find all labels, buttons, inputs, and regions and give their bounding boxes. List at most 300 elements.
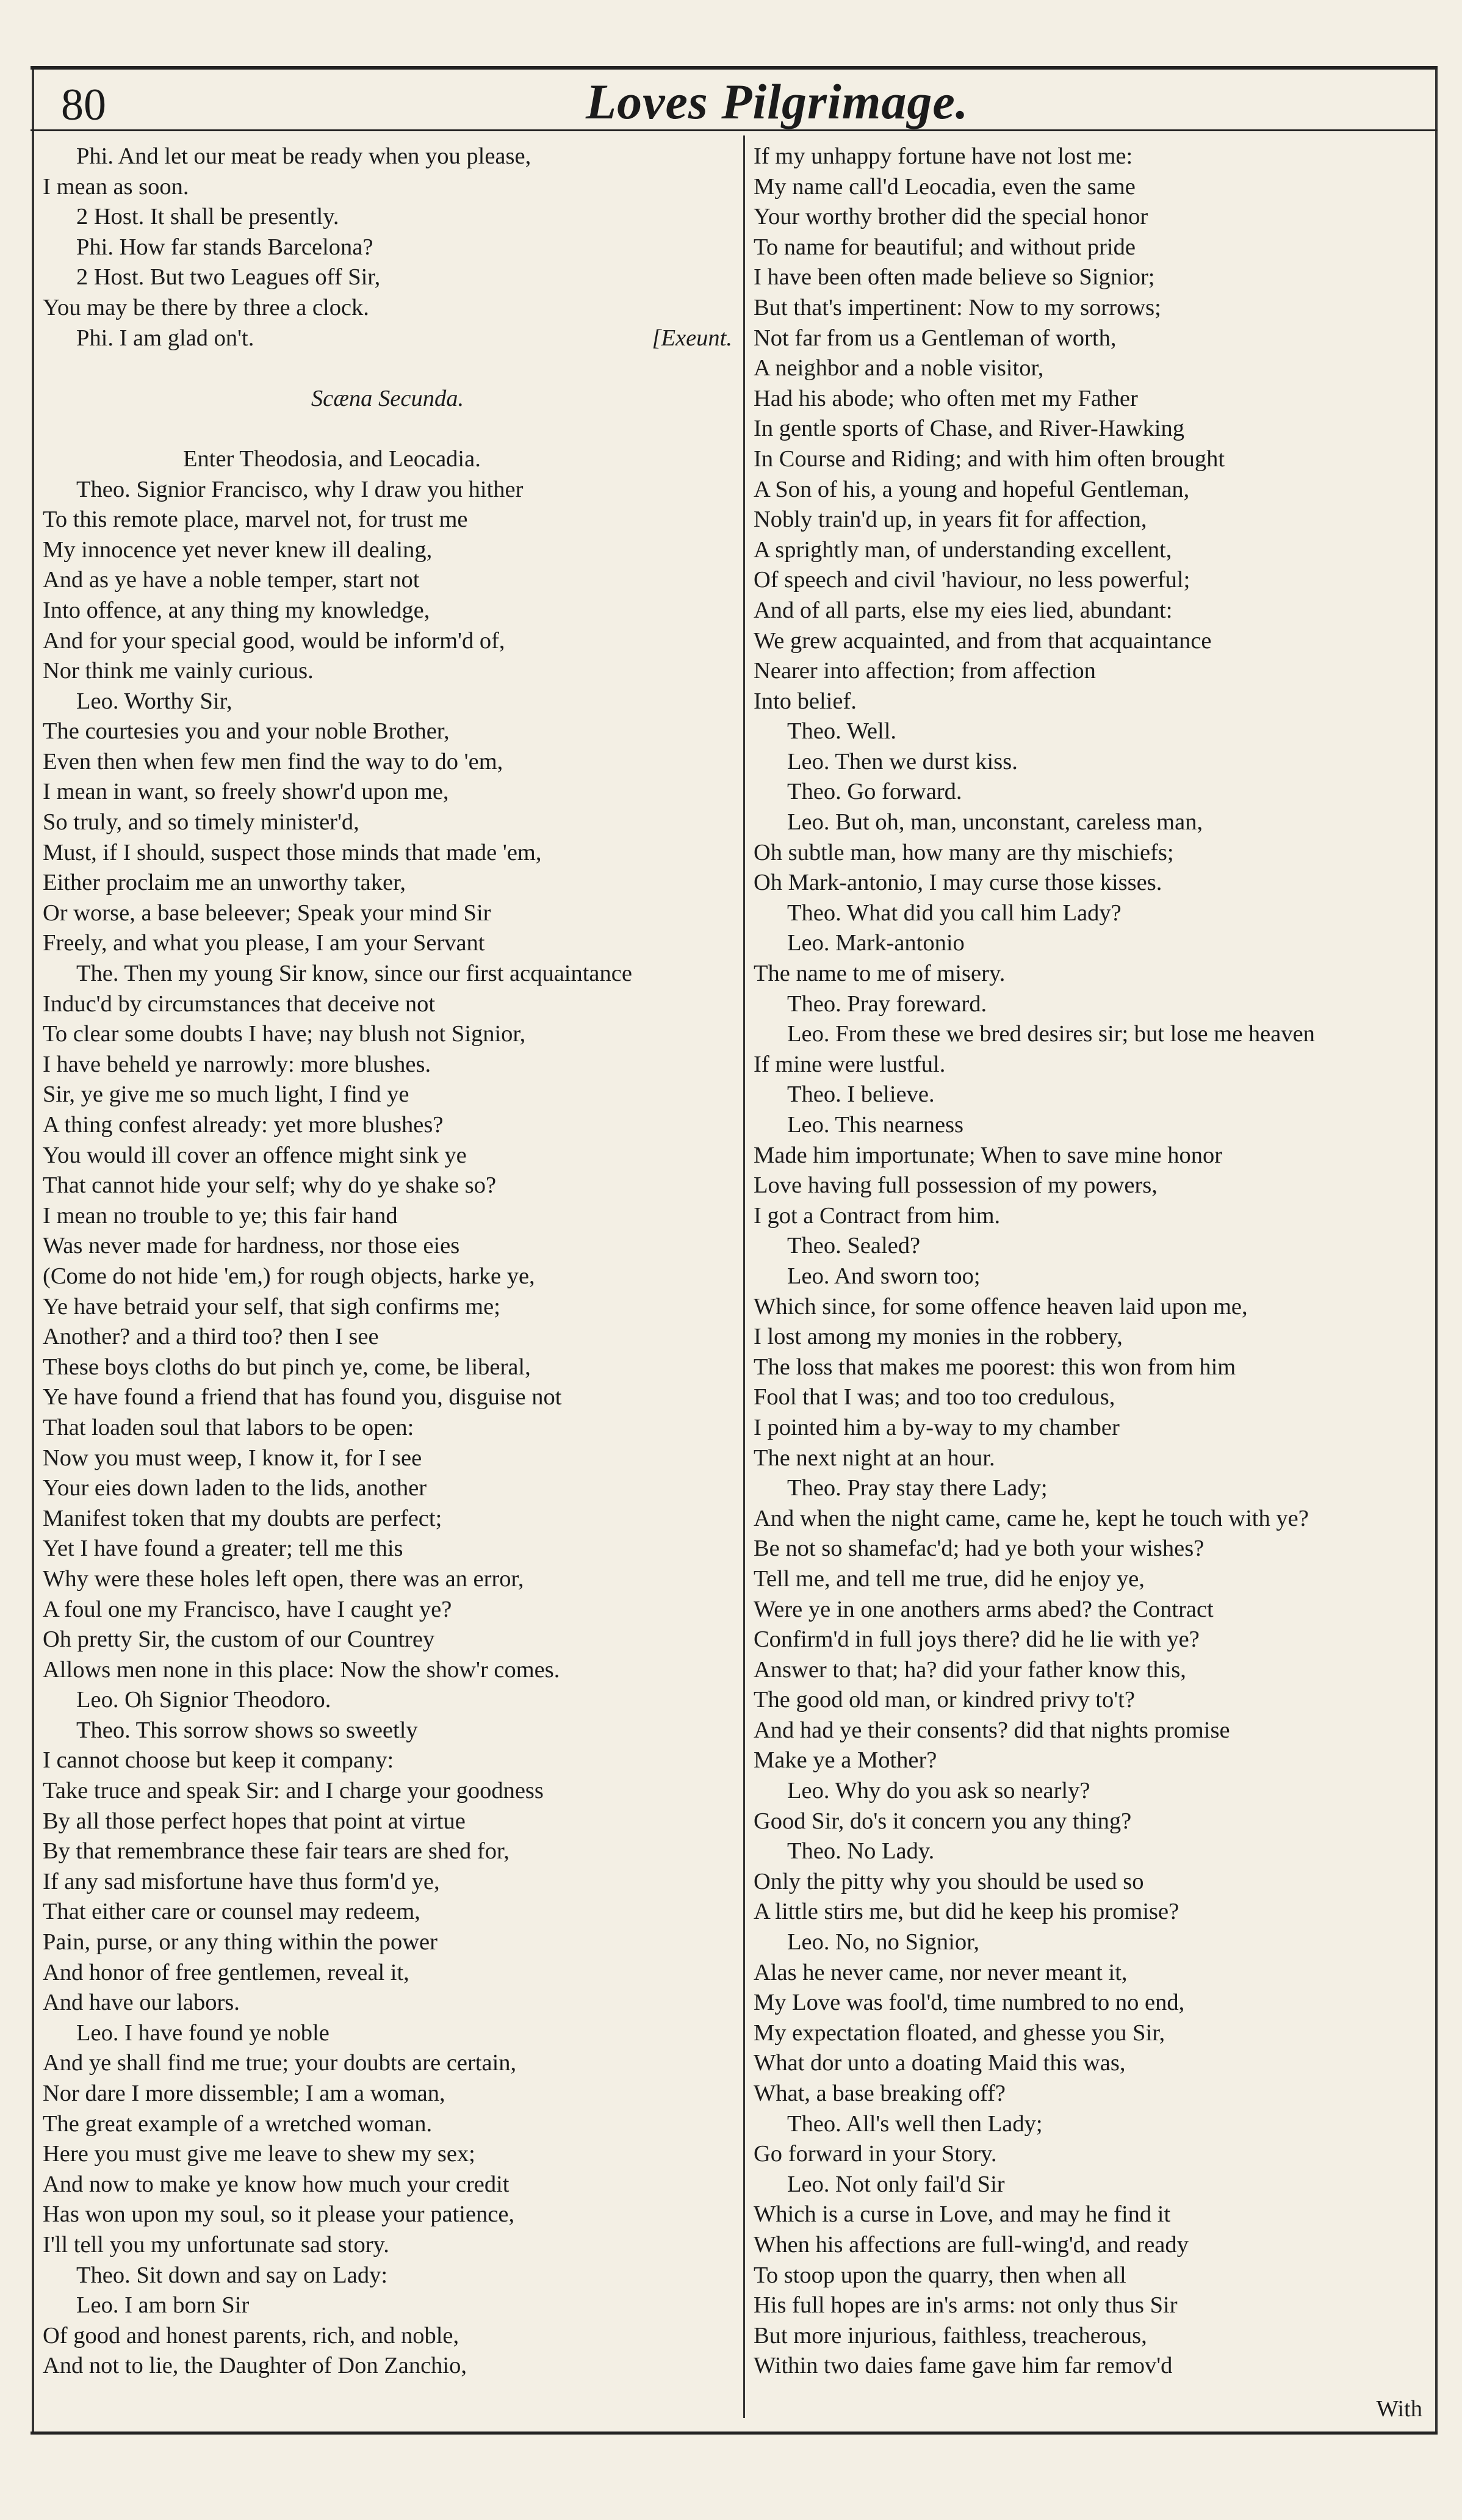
text-line <box>754 444 1443 475</box>
line-text: Must, if I should, suspect those minds that made 'em, <box>43 839 542 865</box>
line-text: Leo. Worthy Sir, <box>76 688 232 714</box>
text-line <box>754 1867 1443 1897</box>
text-line <box>754 1352 1443 1383</box>
text-line <box>754 1746 1443 1776</box>
line-text: Of good and honest parents, rich, and noble, <box>43 2322 459 2349</box>
text-line <box>754 656 1443 687</box>
text-line <box>754 1322 1443 1352</box>
text-line <box>43 414 732 444</box>
text-line <box>754 626 1443 657</box>
line-text: Theo. Signior Francisco, why I draw you hither <box>76 476 524 502</box>
text-line <box>754 1443 1443 1474</box>
line-text: The. Then my young Sir know, since our first acquaintance <box>76 961 632 987</box>
text-line <box>43 1625 732 1655</box>
text-line <box>754 2261 1443 2291</box>
text-line <box>754 1292 1443 1323</box>
line-text: To stoop upon the quarry, then when all <box>754 2262 1126 2288</box>
text-line <box>43 2018 732 2049</box>
line-text: Within two daies fame gave him far remov'd <box>754 2353 1173 2379</box>
text-line <box>43 1534 732 1564</box>
text-line <box>754 1625 1443 1655</box>
text-line <box>754 2079 1443 2109</box>
line-text: Theo. Pray stay there Lady; <box>787 1475 1048 1501</box>
text-line <box>43 1685 732 1716</box>
text-line <box>43 2200 732 2230</box>
line-text: You would ill cover an offence might sink ye <box>43 1142 467 1168</box>
text-line <box>43 928 732 959</box>
line-text: Ye have found a friend that has found you, disguise not <box>43 1384 562 1410</box>
text-line <box>754 1807 1443 1837</box>
line-text: A little stirs me, but did he keep his promise? <box>754 1899 1179 1925</box>
line-text: If mine were lustful. <box>754 1051 946 1077</box>
text-line <box>43 1867 732 1897</box>
text-line <box>754 959 1443 989</box>
line-text: But that's impertinent: Now to my sorrows; <box>754 294 1161 320</box>
text-line <box>43 1050 732 1080</box>
line-text: I mean no trouble to ye; this fair hand <box>43 1202 398 1229</box>
line-text: Theo. This sorrow shows so sweetly <box>76 1717 418 1743</box>
line-text: Theo. What did you call him Lady? <box>787 900 1122 926</box>
line-text: Induc'd by circumstances that deceive not <box>43 991 436 1017</box>
text-line <box>754 1110 1443 1141</box>
line-text: Leo. From these we bred desires sir; but lose me heaven <box>787 1021 1315 1047</box>
text-line <box>43 1716 732 1746</box>
bottom-border-rule <box>31 2432 1438 2435</box>
text-line <box>754 535 1443 566</box>
line-text: I lost among my monies in the robbery, <box>754 1324 1123 1350</box>
line-text: And for your special good, would be inform'd of, <box>43 627 505 654</box>
text-line <box>754 596 1443 626</box>
line-text: So truly, and so timely minister'd, <box>43 809 359 836</box>
text-line <box>43 1927 732 1958</box>
text-line <box>754 142 1443 172</box>
line-text: Nobly train'd up, in years fit for affection, <box>754 507 1147 533</box>
line-text: Sir, ye give me so much light, I find ye <box>43 1081 409 1108</box>
top-border-rule <box>31 66 1438 70</box>
line-text: And not to lie, the Daughter of Don Zanchio, <box>43 2353 467 2379</box>
line-text: Confirm'd in full joys there? did he lie with ye? <box>754 1626 1200 1653</box>
text-line <box>43 565 732 596</box>
text-line <box>43 1171 732 1201</box>
line-text: Leo. I am born Sir <box>76 2292 250 2319</box>
text-line <box>754 1897 1443 1927</box>
line-text: Only the pitty why you should be used so <box>754 1868 1144 1894</box>
line-text: Was never made for hardness, nor those eies <box>43 1233 460 1259</box>
line-text: In Course and Riding; and with him often brought <box>754 446 1225 472</box>
line-text: What, a base breaking off? <box>754 2081 1006 2106</box>
line-text: A neighbor and a noble visitor, <box>754 355 1044 381</box>
text-line <box>43 989 732 1020</box>
line-text: Here you must give me leave to shew my sex; <box>43 2141 475 2167</box>
line-text: Even then when few men find the way to do 'em, <box>43 748 503 774</box>
line-text: A sprightly man, of understanding excellent, <box>754 536 1172 563</box>
line-text: A foul one my Francisco, have I caught ye? <box>43 1596 452 1622</box>
line-text: That either care or counsel may redeem, <box>43 1899 420 1925</box>
text-line <box>754 1595 1443 1625</box>
line-text: Ye have betraid your self, that sigh confirms me; <box>43 1293 500 1320</box>
text-line <box>754 1988 1443 2018</box>
line-text: I got a Contract from him. <box>754 1202 1001 1229</box>
line-text: These boys cloths do but pinch ye, come, be liberal, <box>43 1354 531 1380</box>
line-text: Made him importunate; When to save mine honor <box>754 1142 1223 1168</box>
text-line <box>43 807 732 838</box>
text-line <box>43 2079 732 2109</box>
line-text: But more injurious, faithless, treacherous, <box>754 2322 1147 2349</box>
line-text: Phi. And let our meat be ready when you please, <box>76 143 531 169</box>
text-line <box>43 2291 732 2321</box>
text-line <box>43 1382 732 1413</box>
line-text: And have our labors. <box>43 1990 240 2016</box>
text-line <box>43 2321 732 2352</box>
line-text: Had his abode; who often met my Father <box>754 385 1138 411</box>
text-line <box>43 1595 732 1625</box>
text-line <box>43 1110 732 1141</box>
line-text: Enter Theodosia, and Leocadia. <box>183 446 481 472</box>
line-text: Fool that I was; and too too credulous, <box>754 1384 1115 1410</box>
line-text: Phi. How far stands Barcelona? <box>76 234 373 260</box>
line-text: The loss that makes me poorest: this won from him <box>754 1354 1236 1380</box>
line-text: Leo. No, no Signior, <box>787 1929 979 1955</box>
line-text: Of speech and civil 'haviour, no less powerful; <box>754 567 1190 593</box>
line-text: Not far from us a Gentleman of worth, <box>754 325 1117 351</box>
line-text: Leo. This nearness <box>787 1112 964 1138</box>
text-line <box>754 1504 1443 1534</box>
line-text: Theo. Sealed? <box>787 1233 921 1259</box>
text-line <box>43 656 732 687</box>
text-line <box>43 1413 732 1443</box>
text-line <box>43 1807 732 1837</box>
line-text: I have beheld ye narrowly: more blushes. <box>43 1051 431 1077</box>
line-text: In gentle sports of Chase, and River-Hawking <box>754 416 1184 442</box>
text-line <box>754 989 1443 1020</box>
line-text: Why were these holes left open, there was an error, <box>43 1565 524 1592</box>
line-text: And as ye have a noble temper, start not <box>43 567 420 593</box>
text-line <box>754 2351 1443 2381</box>
line-text: If any sad misfortune have thus form'd ye, <box>43 1868 440 1894</box>
text-line <box>43 1443 732 1474</box>
text-line <box>754 1413 1443 1443</box>
text-line <box>43 2109 732 2140</box>
line-text: Pain, purse, or any thing within the power <box>43 1929 438 1955</box>
line-text: To this remote place, marvel not, for trust me <box>43 507 468 533</box>
text-line <box>754 262 1443 293</box>
text-line <box>754 717 1443 747</box>
text-line <box>754 293 1443 323</box>
text-line <box>43 1292 732 1323</box>
text-line <box>43 1776 732 1807</box>
line-text: What dor unto a doating Maid this was, <box>754 2050 1126 2076</box>
text-line <box>43 2351 732 2381</box>
line-text: Leo. Why do you ask so nearly? <box>787 1778 1090 1804</box>
text-line <box>754 928 1443 959</box>
text-line <box>754 414 1443 444</box>
text-line <box>754 1685 1443 1716</box>
text-line <box>754 838 1443 868</box>
text-line <box>43 323 732 354</box>
text-line <box>43 959 732 989</box>
text-line <box>754 807 1443 838</box>
line-text: Theo. Sit down and say on Lady: <box>76 2262 388 2288</box>
text-line <box>43 687 732 717</box>
line-text: And ye shall find me true; your doubts are certain, <box>43 2050 517 2076</box>
text-line <box>43 1473 732 1504</box>
text-line <box>43 1352 732 1383</box>
text-line <box>43 384 732 414</box>
text-line <box>43 353 732 384</box>
line-text: Leo. But oh, man, unconstant, careless man, <box>787 809 1203 836</box>
text-line <box>754 1262 1443 1292</box>
line-text: And when the night came, came he, kept he touch with ye? <box>754 1505 1309 1531</box>
text-line <box>754 1080 1443 1110</box>
text-line <box>43 1231 732 1262</box>
line-text: Theo. Well. <box>787 718 897 745</box>
line-text: Another? and a third too? then I see <box>43 1324 379 1350</box>
text-line <box>754 2200 1443 2230</box>
line-text: By all those perfect hopes that point at virtue <box>43 1808 466 1834</box>
text-line <box>43 1988 732 2018</box>
line-text: Answer to that; ha? did your father know this, <box>754 1656 1186 1683</box>
line-text: Manifest token that my doubts are perfect; <box>43 1505 442 1531</box>
line-text: I cannot choose but keep it company: <box>43 1747 394 1774</box>
line-text: Into belief. <box>754 688 857 714</box>
line-text: Allows men none in this place: Now the show'r comes. <box>43 1656 560 1683</box>
text-line <box>754 2018 1443 2049</box>
line-text: Theo. No Lady. <box>787 1838 935 1865</box>
text-line <box>754 777 1443 807</box>
line-text: The name to me of misery. <box>754 961 1006 987</box>
text-line <box>43 1564 732 1595</box>
line-text: Your worthy brother did the special honor <box>754 204 1148 230</box>
line-text: Either proclaim me an unworthy taker, <box>43 870 406 896</box>
line-text: I pointed him a by-way to my chamber <box>754 1414 1120 1440</box>
line-text: Freely, and what you please, I am your Servant <box>43 930 485 956</box>
line-text: I'll tell you my unfortunate sad story. <box>43 2231 389 2258</box>
line-text: 2 Host. It shall be presently. <box>76 204 339 230</box>
line-text: Leo. Oh Signior Theodoro. <box>76 1687 331 1713</box>
text-line <box>754 323 1443 354</box>
text-line <box>43 1836 732 1867</box>
running-head: Loves Pilgrimage. <box>586 74 969 129</box>
text-line <box>43 142 732 172</box>
text-line <box>754 898 1443 929</box>
text-line <box>754 2139 1443 2170</box>
text-line <box>43 2048 732 2079</box>
text-line <box>43 1504 732 1534</box>
line-text: Theo. All's well then Lady; <box>787 2110 1043 2137</box>
text-line <box>754 1564 1443 1595</box>
text-line <box>43 868 732 898</box>
text-line <box>43 2139 732 2170</box>
text-line <box>754 1231 1443 1262</box>
line-text: (Come do not hide 'em,) for rough objects, harke ye, <box>43 1263 535 1289</box>
text-line <box>43 1080 732 1110</box>
text-line <box>43 777 732 807</box>
text-line <box>43 838 732 868</box>
text-line <box>43 747 732 778</box>
text-line <box>43 444 732 475</box>
line-text: That cannot hide your self; why do ye shake so? <box>43 1172 497 1199</box>
line-text: Oh subtle man, how many are thy mischiefs; <box>754 839 1174 865</box>
line-text: Love having full possession of my powers, <box>754 1172 1158 1199</box>
text-line <box>754 1927 1443 1958</box>
catchword: With <box>1376 2396 1422 2422</box>
column-divider-rule <box>743 135 745 2418</box>
text-line <box>754 2321 1443 2352</box>
text-line <box>754 1776 1443 1807</box>
text-line <box>43 596 732 626</box>
text-line <box>754 1534 1443 1564</box>
text-line <box>43 1958 732 1988</box>
text-line <box>754 1382 1443 1413</box>
text-line <box>43 262 732 293</box>
line-text: I have been often made believe so Signior; <box>754 264 1155 291</box>
text-line <box>43 475 732 505</box>
text-line <box>43 1322 732 1352</box>
text-line <box>43 1141 732 1171</box>
text-line <box>754 1141 1443 1171</box>
text-line <box>754 2109 1443 2140</box>
text-line <box>43 2230 732 2261</box>
line-text: Theo. Pray foreward. <box>787 991 987 1017</box>
text-line <box>43 1655 732 1686</box>
line-text: Yet I have found a greater; tell me this <box>43 1536 403 1562</box>
text-line <box>754 2230 1443 2261</box>
text-line <box>43 1262 732 1292</box>
line-text: Leo. Not only fail'd Sir <box>787 2171 1005 2197</box>
line-text: Nor dare I more dissemble; I am a woman, <box>43 2081 445 2106</box>
text-line <box>43 202 732 233</box>
text-line <box>43 293 732 323</box>
text-line <box>43 2170 732 2200</box>
line-text: Leo. Mark-antonio <box>787 930 965 956</box>
text-line <box>754 1473 1443 1504</box>
text-line <box>754 384 1443 414</box>
line-text: Leo. And sworn too; <box>787 1263 981 1289</box>
line-text: And of all parts, else my eies lied, abundant: <box>754 597 1173 623</box>
stage-direction-exit: [Exeunt. <box>652 325 732 351</box>
text-line <box>43 898 732 929</box>
line-text: A thing confest already: yet more blushes? <box>43 1112 444 1138</box>
left-text-column <box>43 142 732 2381</box>
line-text: Which is a curse in Love, and may he find it <box>754 2201 1171 2228</box>
text-line <box>754 475 1443 505</box>
text-line <box>754 1201 1443 1232</box>
text-line <box>754 2048 1443 2079</box>
text-line <box>754 2170 1443 2200</box>
line-text: Leo. Then we durst kiss. <box>787 748 1018 774</box>
line-text: The good old man, or kindred privy to't? <box>754 1687 1135 1713</box>
text-line <box>754 202 1443 233</box>
text-line <box>754 233 1443 263</box>
line-text: The courtesies you and your noble Brother, <box>43 718 450 745</box>
text-line <box>43 1019 732 1050</box>
line-text: And honor of free gentlemen, reveal it, <box>43 1959 409 1985</box>
text-line <box>754 1171 1443 1201</box>
line-text: That loaden soul that labors to be open: <box>43 1414 414 1440</box>
line-text: Oh Mark-antonio, I may curse those kisses. <box>754 870 1162 896</box>
line-text: Take truce and speak Sir: and I charge your goodness <box>43 1778 544 1804</box>
page-number: 80 <box>61 80 106 130</box>
text-line <box>754 1716 1443 1746</box>
line-text: My Love was fool'd, time numbred to no end, <box>754 1990 1185 2016</box>
line-text: We grew acquainted, and from that acquaintance <box>754 627 1212 654</box>
line-text: Tell me, and tell me true, did he enjoy ye, <box>754 1565 1145 1592</box>
line-text: Theo. Go forward. <box>787 779 962 805</box>
line-text: Theo. I believe. <box>787 1081 935 1108</box>
text-line <box>754 687 1443 717</box>
line-text: Your eies down laden to the lids, another <box>43 1475 427 1501</box>
line-text: I mean as soon. <box>43 173 189 200</box>
text-line <box>754 353 1443 384</box>
line-text: A Son of his, a young and hopeful Gentleman, <box>754 476 1190 502</box>
text-line <box>754 172 1443 203</box>
line-text: The great example of a wretched woman. <box>43 2110 433 2137</box>
line-text: Nearer into affection; from affection <box>754 658 1096 684</box>
text-line <box>43 535 732 566</box>
line-text: Now you must weep, I know it, for I see <box>43 1445 422 1471</box>
line-text: Were ye in one anothers arms abed? the Contract <box>754 1596 1214 1622</box>
line-text: Nor think me vainly curious. <box>43 658 314 684</box>
text-line <box>43 1746 732 1776</box>
text-line <box>43 505 732 535</box>
line-text: Phi. I am glad on't. <box>76 325 254 351</box>
text-line <box>43 626 732 657</box>
line-text: My expectation floated, and ghesse you Sir, <box>754 2020 1165 2046</box>
line-text: To name for beautiful; and without pride <box>754 234 1136 260</box>
line-text: His full hopes are in's arms: not only thus Sir <box>754 2292 1178 2319</box>
line-text: Oh pretty Sir, the custom of our Countrey <box>43 1626 435 1653</box>
text-line <box>43 172 732 203</box>
text-line <box>754 1836 1443 1867</box>
text-line <box>754 505 1443 535</box>
line-text: To clear some doubts I have; nay blush not Signior, <box>43 1021 526 1047</box>
line-text: You may be there by three a clock. <box>43 294 369 320</box>
text-line <box>754 1655 1443 1686</box>
text-line <box>754 565 1443 596</box>
left-border-rule <box>32 66 34 2434</box>
line-text: The next night at an hour. <box>754 1445 995 1471</box>
line-text: 2 Host. But two Leagues off Sir, <box>76 264 381 291</box>
line-text: And now to make ye know how much your credit <box>43 2171 510 2197</box>
line-text: If my unhappy fortune have not lost me: <box>754 143 1133 169</box>
line-text: Alas he never came, nor never meant it, <box>754 1959 1128 1985</box>
text-line <box>43 1201 732 1232</box>
text-line <box>43 1897 732 1927</box>
line-text: Has won upon my soul, so it please your patience, <box>43 2201 515 2228</box>
line-text: When his affections are full-wing'd, and ready <box>754 2231 1189 2258</box>
text-line <box>754 2291 1443 2321</box>
line-text: And had ye their consents? did that nights promise <box>754 1717 1230 1743</box>
line-text: Leo. I have found ye noble <box>76 2020 329 2046</box>
text-line <box>43 2261 732 2291</box>
line-text: My innocence yet never knew ill dealing, <box>43 536 433 563</box>
text-line <box>43 233 732 263</box>
text-line <box>754 1019 1443 1050</box>
line-text: I mean in want, so freely showr'd upon me, <box>43 779 449 805</box>
text-line <box>754 1958 1443 1988</box>
line-text: Be not so shamefac'd; had ye both your wishes? <box>754 1536 1205 1562</box>
line-text: My name call'd Leocadia, even the same <box>754 173 1136 200</box>
line-text: Make ye a Mother? <box>754 1747 937 1774</box>
line-text: Good Sir, do's it concern you any thing? <box>754 1808 1132 1834</box>
line-text: Go forward in your Story. <box>754 2141 997 2167</box>
line-text: Which since, for some offence heaven laid upon me, <box>754 1293 1248 1320</box>
line-text: Scæna Secunda. <box>311 385 464 411</box>
line-text: Or worse, a base beleever; Speak your mind Sir <box>43 900 491 926</box>
text-line <box>754 747 1443 778</box>
line-text: By that remembrance these fair tears are shed for, <box>43 1838 510 1865</box>
text-line <box>754 1050 1443 1080</box>
